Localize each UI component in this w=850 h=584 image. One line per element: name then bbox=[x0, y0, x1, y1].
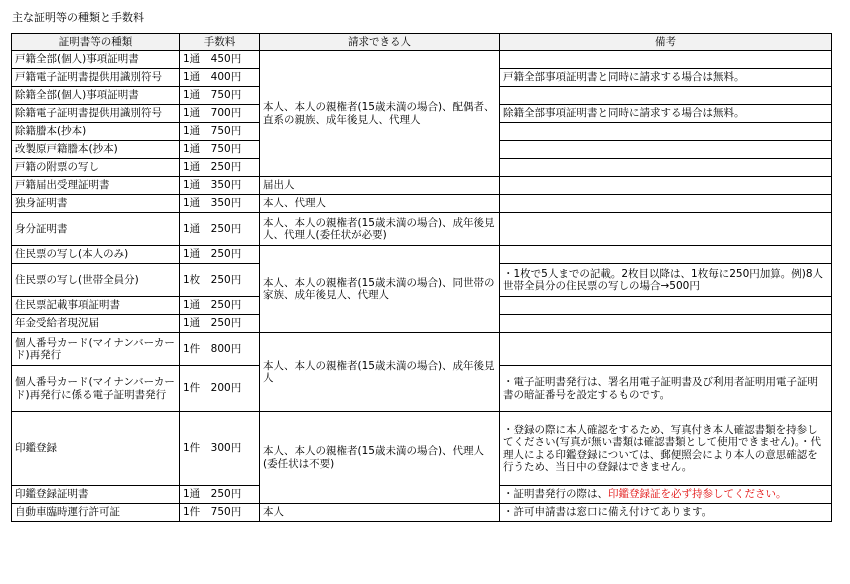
type-cell: 個人番号カード(マイナンバーカード)再発行 bbox=[12, 333, 180, 366]
note-cell bbox=[500, 486, 832, 504]
note-cell: ・電子証明書発行は、署名用電子証明書及び利用者証明用電子証明書の暗証番号を設定するものです。 bbox=[500, 366, 832, 412]
type-cell: 住民票の写し(本人のみ) bbox=[12, 246, 180, 264]
note-cell bbox=[500, 213, 832, 246]
fee-cell: 1通 750円 bbox=[180, 123, 260, 141]
fee-cell: 1枚 250円 bbox=[180, 264, 260, 297]
fee-cell: 1通 350円 bbox=[180, 177, 260, 195]
note-cell bbox=[500, 141, 832, 159]
note-cell bbox=[500, 51, 832, 69]
fee-cell: 1通 250円 bbox=[180, 213, 260, 246]
requester-cell: 本人、本人の親権者(15歳未満の場合)、成年後見人 bbox=[260, 333, 500, 412]
type-cell: 住民票の写し(世帯全員分) bbox=[12, 264, 180, 297]
fee-cell: 1件 800円 bbox=[180, 333, 260, 366]
type-cell: 除籍全部(個人)事項証明書 bbox=[12, 87, 180, 105]
fee-cell: 1通 450円 bbox=[180, 51, 260, 69]
fee-cell: 1通 250円 bbox=[180, 315, 260, 333]
note-cell bbox=[500, 333, 832, 366]
type-cell: 戸籍電子証明書提供用識別符号 bbox=[12, 69, 180, 87]
note-cell: ・登録の際に本人確認をするため、写真付き本人確認書類を持参してください(写真が無い書類は確認書類として使用できません)。・代理人による印鑑登録については、郵便照会により本人の意思確認を行うため、当日中の登録はできません。 bbox=[500, 412, 832, 486]
note-cell: ・1枚で5人までの記載。2枚目以降は、1枚毎に250円加算。例)8人世帯全員分の住民票の写しの場合→500円 bbox=[500, 264, 832, 297]
type-cell: 自動車臨時運行許可証 bbox=[12, 504, 180, 522]
type-cell: 改製原戸籍謄本(抄本) bbox=[12, 141, 180, 159]
note-cell: 戸籍全部事項証明書と同時に請求する場合は無料。 bbox=[500, 69, 832, 87]
type-cell: 印鑑登録証明書 bbox=[12, 486, 180, 504]
fee-cell: 1通 700円 bbox=[180, 105, 260, 123]
table-row bbox=[12, 195, 832, 213]
type-cell: 独身証明書 bbox=[12, 195, 180, 213]
fee-cell: 1通 250円 bbox=[180, 246, 260, 264]
table-row bbox=[12, 213, 832, 246]
note-cell bbox=[500, 123, 832, 141]
table-row bbox=[12, 333, 832, 366]
requester-cell: 本人 bbox=[260, 504, 500, 522]
fee-cell: 1通 250円 bbox=[180, 159, 260, 177]
type-cell: 戸籍の附票の写し bbox=[12, 159, 180, 177]
header-requesters: 請求できる人 bbox=[260, 34, 500, 51]
note-cell bbox=[500, 297, 832, 315]
note-warning-text: 印鑑登録証を必ず持参してください。 bbox=[608, 488, 787, 501]
header-type: 証明書等の種類 bbox=[12, 34, 180, 51]
requester-cell: 本人、代理人 bbox=[260, 195, 500, 213]
note-cell bbox=[500, 195, 832, 213]
table-row bbox=[12, 51, 832, 69]
table-row bbox=[12, 412, 832, 486]
requester-cell: 本人、本人の親権者(15歳未満の場合)、同世帯の家族、成年後見人、代理人 bbox=[260, 246, 500, 333]
type-cell: 印鑑登録 bbox=[12, 412, 180, 486]
fee-cell: 1通 400円 bbox=[180, 69, 260, 87]
table-row bbox=[12, 177, 832, 195]
table-row bbox=[12, 246, 832, 264]
note-cell bbox=[500, 159, 832, 177]
fee-cell: 1件 200円 bbox=[180, 366, 260, 412]
type-cell: 住民票記載事項証明書 bbox=[12, 297, 180, 315]
fee-cell: 1通 250円 bbox=[180, 297, 260, 315]
type-cell: 身分証明書 bbox=[12, 213, 180, 246]
fee-cell: 1通 250円 bbox=[180, 486, 260, 504]
note-cell: 除籍全部事項証明書と同時に請求する場合は無料。 bbox=[500, 105, 832, 123]
requester-cell: 本人、本人の親権者(15歳未満の場合)、成年後見人、代理人(委任状が必要) bbox=[260, 213, 500, 246]
type-cell: 戸籍全部(個人)事項証明書 bbox=[12, 51, 180, 69]
note-cell bbox=[500, 87, 832, 105]
requester-cell: 本人、本人の親権者(15歳未満の場合)、配偶者、直系の親族、成年後見人、代理人 bbox=[260, 51, 500, 177]
table-row bbox=[12, 504, 832, 522]
header-notes: 備考 bbox=[500, 34, 832, 51]
fee-cell: 1件 750円 bbox=[180, 504, 260, 522]
note-cell bbox=[500, 315, 832, 333]
type-cell: 戸籍届出受理証明書 bbox=[12, 177, 180, 195]
header-row bbox=[12, 34, 832, 51]
page-title: 主な証明等の種類と手数料 bbox=[12, 11, 144, 24]
fee-cell: 1通 350円 bbox=[180, 195, 260, 213]
note-cell bbox=[500, 177, 832, 195]
requester-cell: 本人、本人の親権者(15歳未満の場合)、代理人(委任状は不要) bbox=[260, 412, 500, 504]
type-cell: 個人番号カード(マイナンバーカード)再発行に係る電子証明書発行 bbox=[12, 366, 180, 412]
fee-cell: 1通 750円 bbox=[180, 141, 260, 159]
note-cell bbox=[500, 246, 832, 264]
type-cell: 除籍電子証明書提供用識別符号 bbox=[12, 105, 180, 123]
header-fee: 手数料 bbox=[180, 34, 260, 51]
fee-cell: 1件 300円 bbox=[180, 412, 260, 486]
fee-cell: 1通 750円 bbox=[180, 87, 260, 105]
type-cell: 除籍謄本(抄本) bbox=[12, 123, 180, 141]
type-cell: 年金受給者現況届 bbox=[12, 315, 180, 333]
note-text: ・証明書発行の際は、 bbox=[503, 488, 608, 501]
fee-table bbox=[11, 33, 832, 522]
requester-cell: 届出人 bbox=[260, 177, 500, 195]
note-cell: ・許可申請書は窓口に備え付けてあります。 bbox=[500, 504, 832, 522]
